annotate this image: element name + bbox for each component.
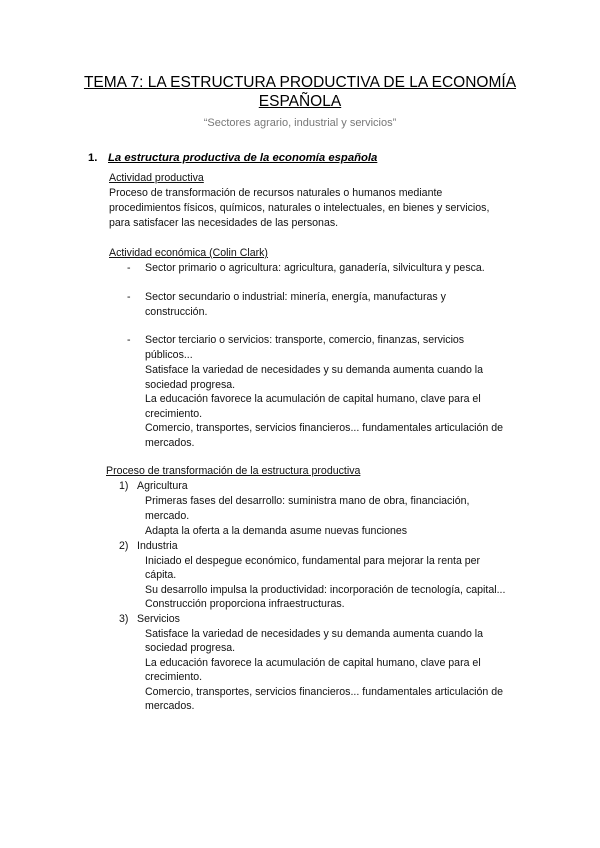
list-item-line: Satisface la variedad de necesidades y su demanda aumenta cuando la — [145, 628, 484, 640]
list-item-title: Servicios — [137, 613, 180, 625]
title-line-2: ESPAÑOLA — [258, 93, 342, 110]
sector-terciario-line: La educación favorece la acumulación de capital humano, clave para el — [145, 393, 481, 405]
sector-terciario-line: Sector terciario o servicios: transporte, comercio, finanzas, servicios — [145, 334, 465, 346]
list-item-line: Comercio, transportes, servicios financieros... fundamentales articulación de — [145, 686, 503, 698]
list-item-title: Industria — [137, 540, 178, 552]
bullet-dash: - — [127, 334, 131, 346]
list-item-line: Iniciado el despegue económico, fundamental para mejorar la renta per — [145, 555, 481, 567]
section-heading — [88, 152, 377, 164]
actividad-productiva-label: Actividad productiva — [109, 172, 204, 184]
list-item-line: sociedad progresa. — [145, 642, 236, 654]
list-item-line: Su desarrollo impulsa la productividad: incorporación de tecnología, capital... — [145, 584, 506, 596]
sector-secundario-line: Sector secundario o industrial: minería, energía, manufacturas y — [145, 291, 446, 303]
proceso-label: Proceso de transformación de la estructura productiva — [106, 465, 361, 477]
paragraph-line: Proceso de transformación de recursos naturales o humanos mediante — [109, 187, 443, 199]
list-number: 1) — [119, 480, 129, 492]
actividad-economica-label: Actividad económica (Colin Clark) — [109, 247, 268, 259]
section-number: 1. — [88, 152, 98, 164]
list-item-line: mercados. — [145, 700, 195, 712]
list-number: 2) — [119, 540, 129, 552]
list-item-title: Agricultura — [137, 480, 188, 492]
sector-terciario-line: crecimiento. — [145, 408, 203, 420]
list-item-line: cápita. — [145, 569, 177, 581]
sector-terciario-line: públicos... — [145, 349, 193, 361]
list-item-line: Adapta la oferta a la demanda asume nuevas funciones — [145, 525, 408, 537]
bullet-dash: - — [127, 262, 131, 274]
sector-secundario-line: construcción. — [145, 306, 208, 318]
title-line-1: TEMA 7: LA ESTRUCTURA PRODUCTIVA DE LA ECONOMÍA — [83, 74, 517, 91]
list-item-line: Construcción proporciona infraestructuras. — [145, 598, 345, 610]
list-number: 3) — [119, 613, 129, 625]
paragraph-line: para satisfacer las necesidades de las personas. — [109, 217, 339, 229]
sector-primario-line: Sector primario o agricultura: agricultura, ganadería, silvicultura y pesca. — [145, 262, 485, 274]
list-item-line: La educación favorece la acumulación de capital humano, clave para el — [145, 657, 481, 669]
section-heading-text: La estructura productiva de la economía española — [108, 152, 378, 164]
list-item-line: mercado. — [145, 510, 190, 522]
sector-terciario-line: mercados. — [145, 437, 195, 449]
document-title — [40, 73, 560, 111]
list-item-line: Primeras fases del desarrollo: suministra mano de obra, financiación, — [145, 495, 470, 507]
sector-terciario-line: Comercio, transportes, servicios financieros... fundamentales articulación de — [145, 422, 503, 434]
paragraph-line: procedimientos físicos, químicos, naturales o intelectuales, en bienes y servicios, — [109, 202, 490, 214]
sector-terciario-line: Satisface la variedad de necesidades y su demanda aumenta cuando la — [145, 364, 484, 376]
bullet-dash: - — [127, 291, 131, 303]
sector-terciario-line: sociedad progresa. — [145, 379, 236, 391]
list-item-line: crecimiento. — [145, 671, 203, 683]
document-subtitle: “Sectores agrario, industrial y servicios” — [203, 117, 397, 129]
